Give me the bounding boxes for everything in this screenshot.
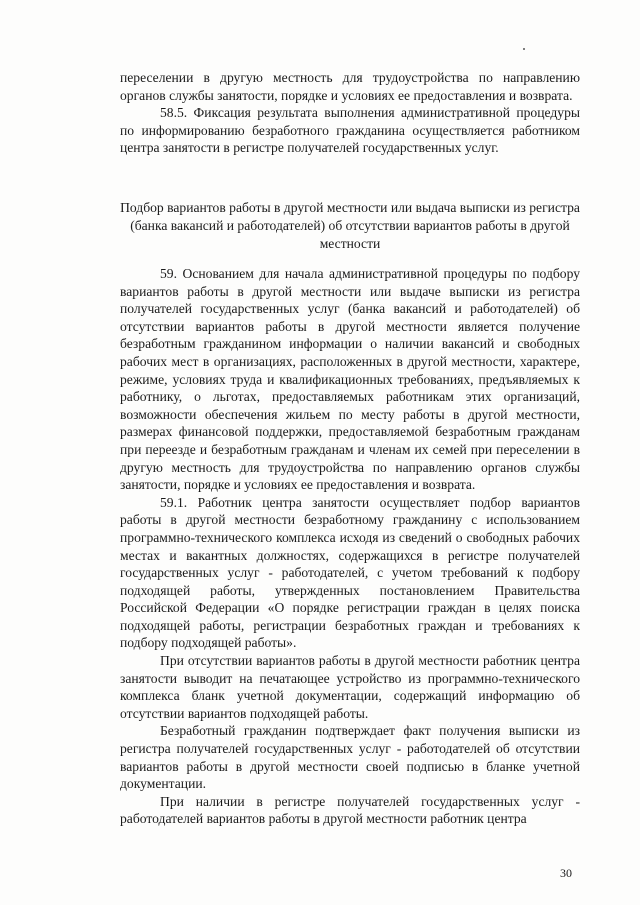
paragraph-59: 59. Основанием для начала административной процедуры по подбору вариантов работы в другой местности или выдаче выписки из регистра получателей государственных услуг (банка вакансий и работодателей) об отсутствии вариантов работы в другой местности является получение безработным гражданином информации о наличии вакансий и свободных рабочих мест в организациях, расположенных в другой местности, характере, режиме, условиях труда и квалификационных требованиях, предъявляемых к работнику, о льготах, предоставляемых работникам этих организаций, возможности обеспечения жильем по месту работы в другой местности, размерах финансовой поддержки, предоставляемой безработным гражданам при переезде и безработным гражданам и членам их семей при переселении в другую местность для трудоустройства по направлению органов службы занятости, порядке и условиях ее предоставления и возврата.: [120, 266, 580, 493]
top-section: [120, 69, 580, 157]
paragraph-vacancies-present: При наличии в регистре получателей государственных услуг - работодателей вариантов работы в другой местности работник центра: [120, 793, 580, 827]
body-section: [120, 265, 580, 828]
section-heading: Подбор вариантов работы в другой местности или выдача выписки из регистра (банка вакансий и работодателей) об отсутствии вариантов работы в другой местности: [120, 200, 580, 251]
paragraph-59-1: 59.1. Работник центра занятости осуществляет подбор вариантов работы в другой местности безработному гражданину с использованием программно-технического комплекса исходя из сведений о свободных рабочих местах и вакантных должностях, содержащихся в регистре получателей государственных услуг - работодателей, с учетом требований к подбору подходящей работы, утвержденных постановлением Правительства Российской Федерации «О порядке регистрации граждан в целях поиска подходящей работы, регистрации безработных граждан и требованиях к подбору подходящей работы».: [120, 494, 580, 651]
paragraph-continuation: переселении в другую местность для трудоустройства по направлению органов службы занятости, порядке и условиях ее предоставления и возврата.: [120, 70, 580, 103]
paragraph-58-5: 58.5. Фиксация результата выполнения административной процедуры по информированию безработного гражданина осуществляется работником центра занятости в регистре получателей государственных услуг.: [120, 105, 580, 156]
page-number: 30: [560, 866, 572, 880]
scan-speck: [523, 48, 525, 50]
paragraph-no-vacancies: При отсутствии вариантов работы в другой местности работник центра занятости выводит на печатающее устройство из программно-технического комплекса бланк учетной документации, содержащий информацию об отсутствии вариантов подходящей работы.: [120, 653, 580, 721]
paragraph-confirmation: Безработный гражданин подтверждает факт получения выписки из регистра получателей государственных услуг - работодателей об отсутствии вариантов работы в другой местности своей подписью в бланке учетной документации.: [120, 723, 580, 792]
